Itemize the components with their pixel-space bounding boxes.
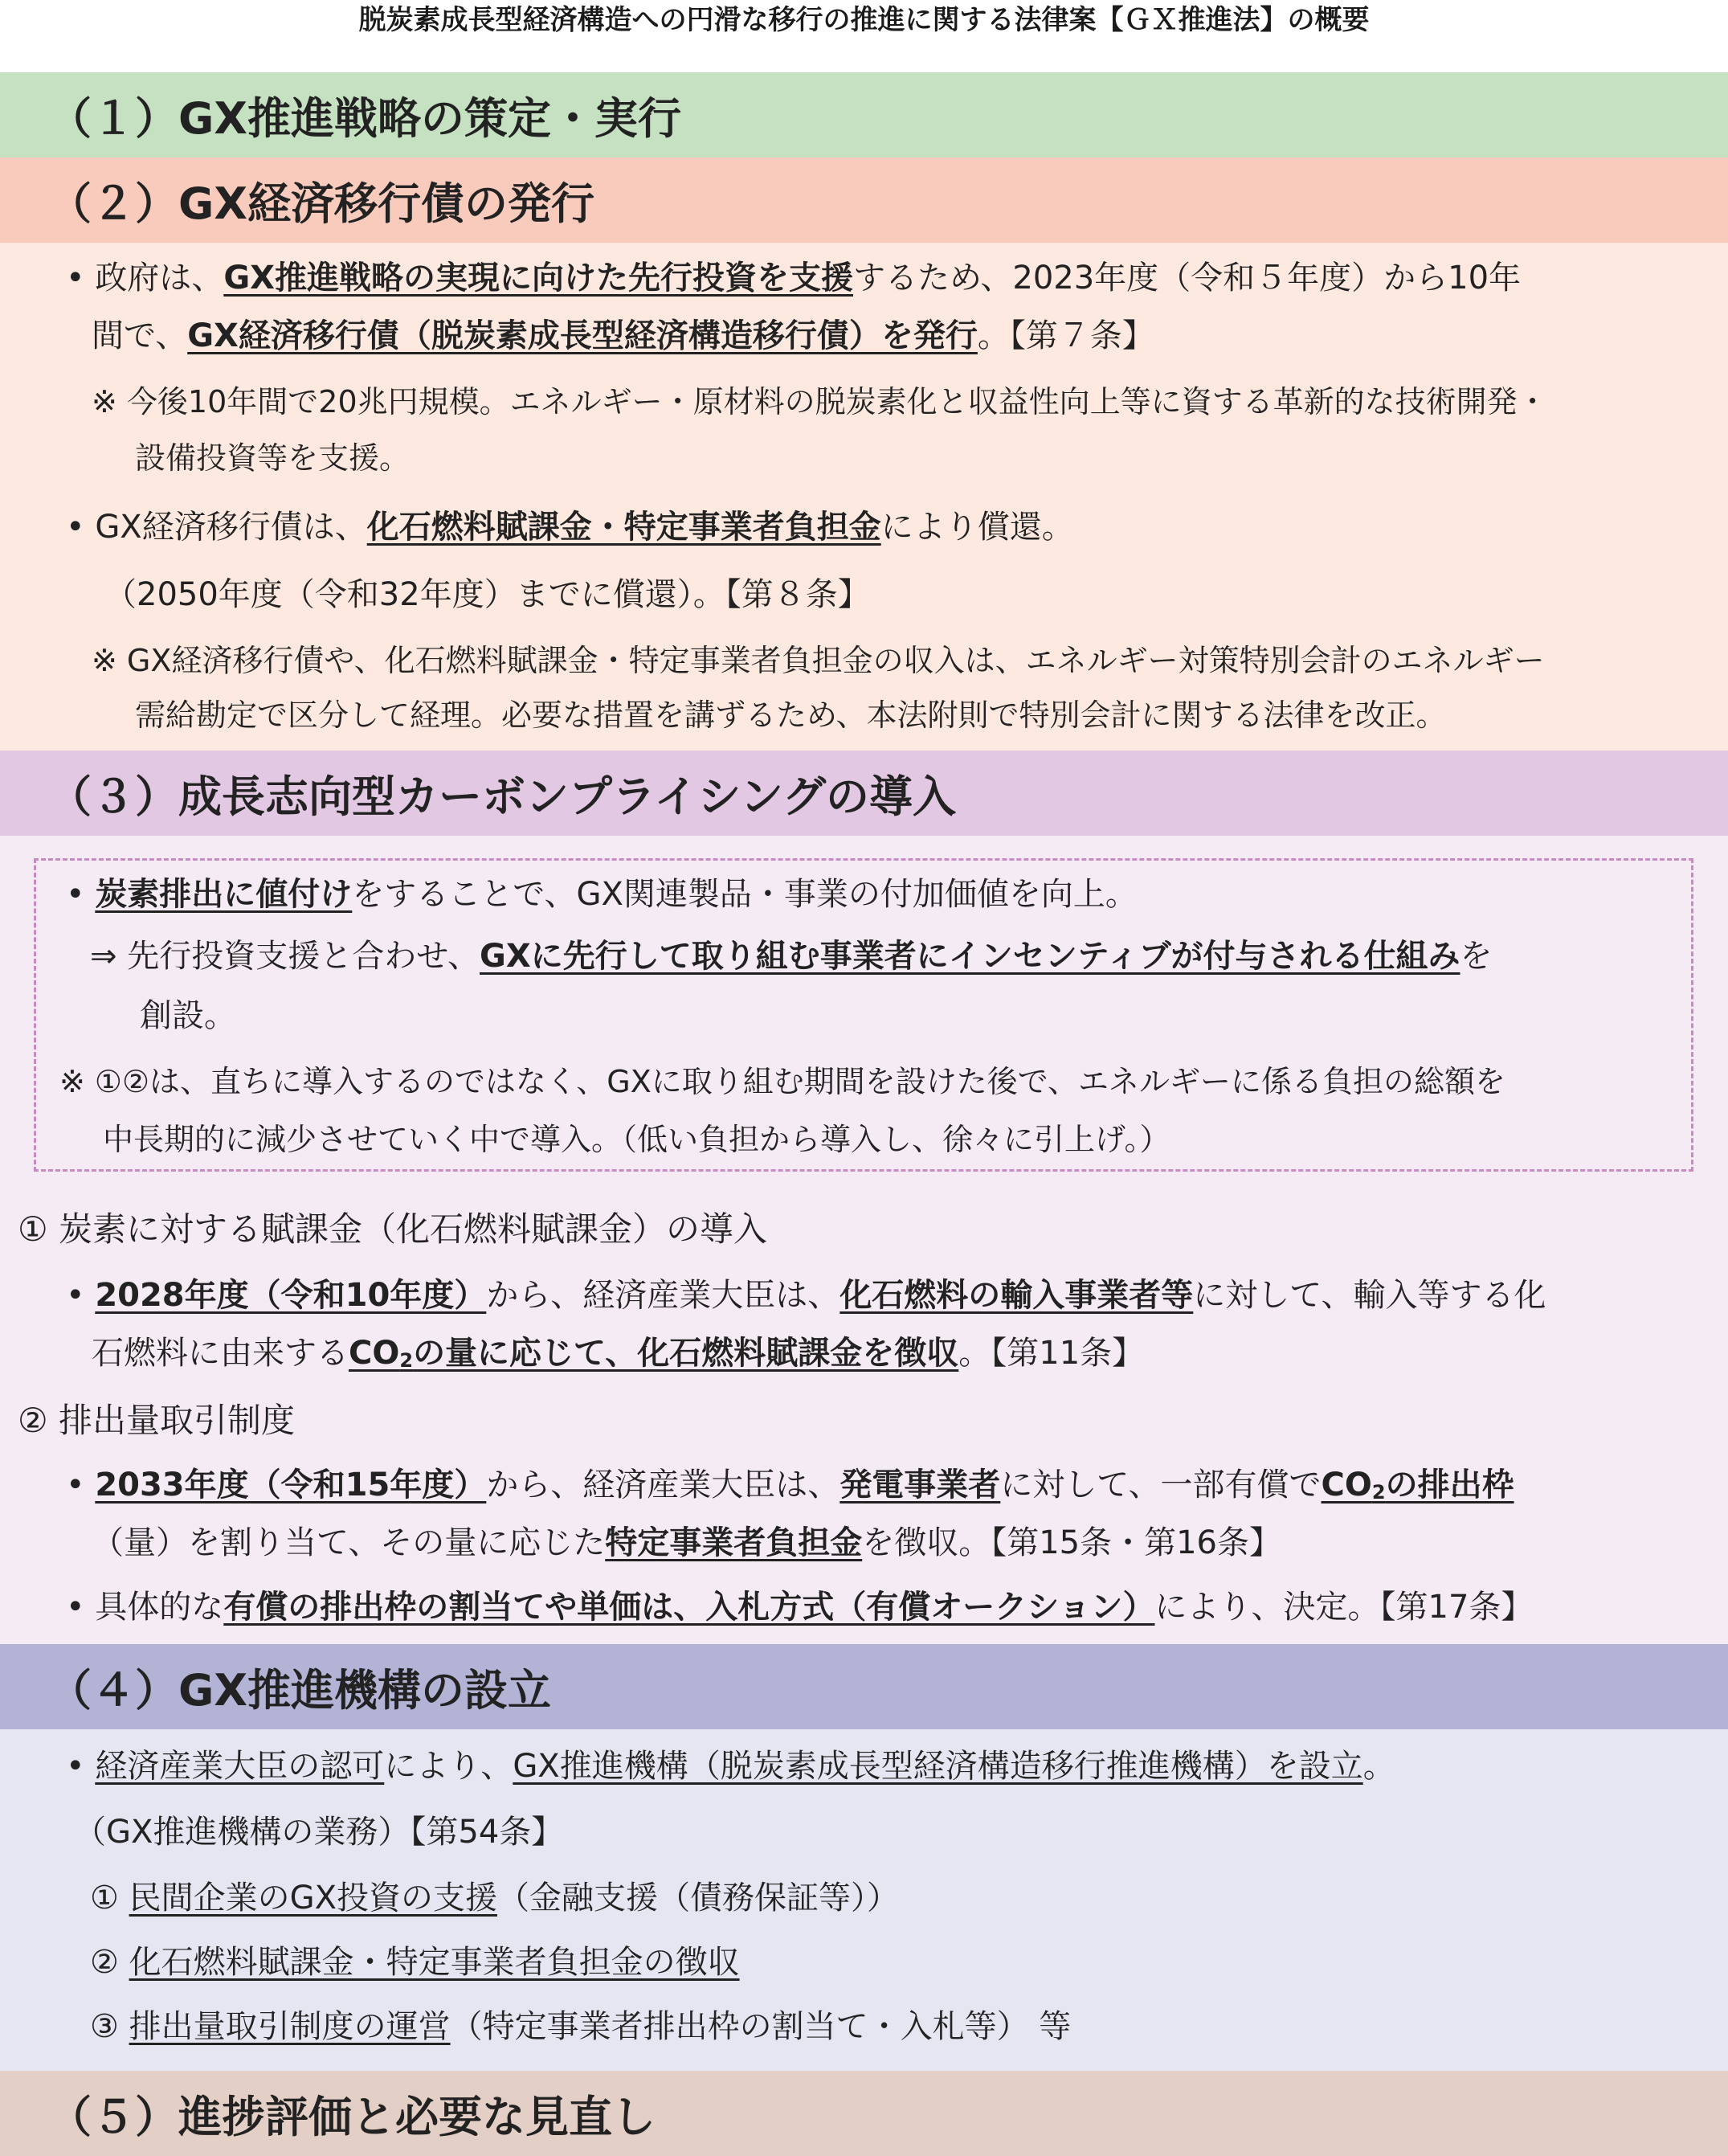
- emphasis: GX推進機構（脱炭素成長型経済構造移行推進機構）を設立: [513, 1748, 1363, 1785]
- emphasis: 化石燃料賦課金・特定事業者負担金の徴収: [129, 1944, 740, 1981]
- text: 具体的な: [95, 1589, 224, 1626]
- s4-duty-2: [90, 1940, 740, 1985]
- number: ②: [90, 1944, 129, 1981]
- bullet: •: [66, 1589, 96, 1626]
- s3-item-2-line-2: [92, 1520, 1281, 1565]
- text: に対して、一部有償で: [1000, 1467, 1322, 1503]
- text: ⇒ 先行投資支援と合わせ、: [90, 938, 480, 975]
- subscript: 2: [399, 1349, 414, 1372]
- emphasis: CO: [349, 1335, 400, 1372]
- s2-bullet-1-line-2: [92, 313, 1154, 358]
- emphasis: GXに先行して取り組む事業者にインセンティブが付与される仕組み: [480, 938, 1460, 975]
- section-3-heading: [0, 751, 1728, 836]
- bullet: •: [66, 509, 96, 546]
- s3-item-2-bullet-2: [66, 1585, 1533, 1630]
- text: を: [1460, 938, 1493, 975]
- emphasis: 発電事業者: [839, 1467, 1001, 1503]
- bullet: •: [66, 1277, 96, 1314]
- text: 。【第11条】: [958, 1335, 1145, 1372]
- s3-item-2-line-1: [66, 1463, 1514, 1515]
- emphasis: 有償の排出枠の割当てや単価は、入札方式（有償オークション）: [223, 1589, 1155, 1626]
- emphasis: の排出枠: [1385, 1467, 1514, 1503]
- section-5-heading-text: （５）進捗評価と必要な見直し: [48, 2091, 656, 2142]
- s3-box-arrow-line-1: [90, 934, 1493, 979]
- emphasis: 排出量取引制度の運営: [129, 2008, 451, 2045]
- emphasis: 炭素排出に値付け: [95, 876, 353, 913]
- text: から、経済産業大臣は、: [486, 1467, 840, 1503]
- s3-item-1-heading: ① 炭素に対する賦課金（化石燃料賦課金）の導入: [18, 1209, 768, 1249]
- bullet: •: [66, 260, 96, 297]
- bullet: •: [66, 876, 96, 913]
- emphasis: 化石燃料の輸入事業者等: [839, 1277, 1194, 1314]
- s2-bullet-1-line-1: [66, 256, 1521, 301]
- s3-item-1-line-1: [66, 1273, 1546, 1318]
- s3-box-arrow-line-2: 創設。: [140, 997, 236, 1034]
- s2-note-2-line-1: ※ GX経済移行債や、化石燃料賦課金・特定事業者負担金の収入は、エネルギー対策特別会計のエネルギー: [92, 643, 1545, 678]
- s4-duty-3: [90, 2004, 1071, 2049]
- text: を徴収。【第15条・第16条】: [862, 1524, 1281, 1561]
- text: に対して、輸入等する化: [1193, 1277, 1546, 1314]
- text: をすることで、GX関連製品・事業の付加価値を向上。: [352, 876, 1138, 913]
- text: GX経済移行債は、: [95, 509, 367, 546]
- emphasis: 民間企業のGX投資の支援: [129, 1880, 497, 1917]
- emphasis: 特定事業者負担金: [605, 1524, 863, 1561]
- emphasis: GX推進戦略の実現に向けた先行投資を支援: [223, 260, 853, 297]
- s3-item-1-line-2: [92, 1331, 1144, 1383]
- s2-bullet-2-line-2: （2050年度（令和32年度）までに償還）。【第８条】: [104, 576, 870, 613]
- s2-note-1-line-2: 設備投資等を支援。: [135, 440, 411, 476]
- s2-bullet-2-line-1: [66, 505, 1074, 550]
- number: ①: [90, 1880, 129, 1917]
- text: 。: [1362, 1748, 1395, 1785]
- text: （量）を割り当て、その量に応じた: [92, 1524, 606, 1561]
- text: 政府は、: [95, 260, 224, 297]
- text: から、経済産業大臣は、: [486, 1277, 840, 1314]
- s3-box-note-line-1: ※ ①②は、直ちに導入するのではなく、GXに取り組む期間を設けた後で、エネルギーに係る負担の総額を: [59, 1064, 1506, 1099]
- text: するため、2023年度（令和５年度）から10年: [852, 260, 1522, 297]
- emphasis: GX経済移行債（脱炭素成長型経済構造移行債）を発行: [187, 317, 978, 354]
- section-4-heading-text: （４）GX推進機構の設立: [48, 1664, 551, 1716]
- text: 石燃料に由来する: [92, 1335, 349, 1372]
- s2-note-1-line-1: ※ 今後10年間で20兆円規模。エネルギー・原材料の脱炭素化と収益性向上等に資する革新的な技術開発・: [92, 384, 1548, 419]
- section-2-heading: [0, 158, 1728, 243]
- number: ③: [90, 2008, 129, 2045]
- section-5-heading: [0, 2071, 1728, 2156]
- section-2-body: [0, 243, 1728, 751]
- text: により償還。: [880, 509, 1074, 546]
- text: （金融支援（債務保証等））: [496, 1880, 899, 1917]
- emphasis: 2033年度（令和15年度）: [95, 1467, 487, 1503]
- subscript: 2: [1371, 1481, 1386, 1503]
- text: 。【第７条】: [977, 317, 1154, 354]
- text: により、: [384, 1748, 513, 1785]
- section-1-heading-text: （１）GX推進戦略の策定・実行: [48, 92, 681, 144]
- emphasis: 2028年度（令和10年度）: [95, 1277, 487, 1314]
- emphasis: の量に応じて、化石燃料賦課金を徴収: [413, 1335, 959, 1372]
- emphasis: 化石燃料賦課金・特定事業者負担金: [366, 509, 881, 546]
- bullet: •: [66, 1467, 96, 1503]
- text: （特定事業者排出枠の割当て・入札等） 等: [450, 2008, 1072, 2045]
- s3-box-bullet-line: [66, 872, 1138, 917]
- text: により、決定。【第17条】: [1154, 1589, 1534, 1626]
- section-1-heading: [0, 72, 1728, 158]
- bullet: •: [66, 1748, 96, 1785]
- s4-duties-heading: （GX推進機構の業務）【第54条】: [74, 1814, 564, 1851]
- section-2-heading-text: （２）GX経済移行債の発行: [48, 178, 594, 229]
- s4-duty-1: [90, 1876, 899, 1921]
- s3-box-note-line-2: 中長期的に減少させていく中で導入。（低い負担から導入し、徐々に引上げ。）: [103, 1122, 1170, 1157]
- section-4-body: [0, 1729, 1728, 2071]
- text: 間で、: [92, 317, 188, 354]
- document-title: 脱炭素成長型経済構造への円滑な移行の推進に関する法律案【ＧＸ推進法】の概要: [358, 4, 1370, 36]
- s2-note-2-line-2: 需給勘定で区分して経理。必要な措置を講ずるため、本法附則で特別会計に関する法律を改正。: [135, 698, 1447, 733]
- section-4-heading: [0, 1644, 1728, 1729]
- emphasis: CO: [1321, 1467, 1372, 1503]
- s3-item-2-heading: ② 排出量取引制度: [18, 1401, 296, 1440]
- section-3-heading-text: （３）成長志向型カーボンプライシングの導入: [48, 771, 956, 822]
- emphasis: 経済産業大臣の認可: [95, 1748, 385, 1785]
- s4-bullet-line: [66, 1744, 1395, 1789]
